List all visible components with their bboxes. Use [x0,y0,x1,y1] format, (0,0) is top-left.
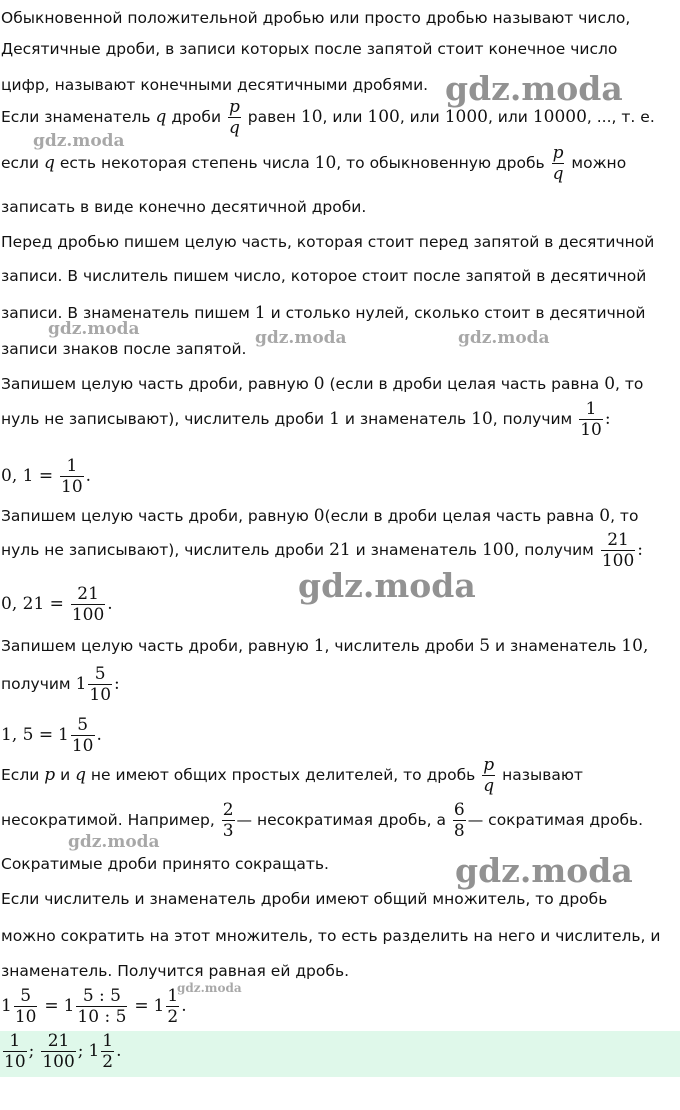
text: есть некоторая степень числа [59,154,310,172]
text: Если числитель и знаменатель дроби имеют общий множитель, то дробь [1,890,608,908]
paragraph-line [1,530,643,571]
math-number: 10 [300,107,323,127]
fraction-1-10: $\frac{1}{10}$ [4,1031,26,1072]
paragraph-line [1,962,349,980]
math-number: 1 [88,1041,100,1061]
paragraph-line [1,855,329,873]
watermark-text: gdz.moda [298,566,476,605]
fraction-5-10: $\frac{5}{10}$ [89,664,112,705]
text: Запишем целую часть дроби, равную [1,637,309,655]
text: Запишем целую часть дроби, равную [1,375,309,393]
text: — сократимая дробь. [467,811,644,829]
fraction-5-10: $\frac{5}{10}$ [71,715,94,756]
math-expr: 0, 1 = [1,466,54,486]
math-number: 1 [58,725,69,745]
math-number: 1 [75,674,87,694]
text: если [1,154,40,172]
math-number: 100 [481,540,515,560]
text: , или [399,108,440,126]
fraction-1-10: $\frac{1}{10}$ [580,399,602,440]
paragraph-line [1,374,643,394]
fraction-1-2: $\frac{1}{2}$ [102,1031,114,1072]
math-number: 1 [1,996,12,1016]
math-number: 0 [313,374,325,394]
text: не имеют общих простых делителей, то дробь [90,766,476,784]
math-var: q [75,765,86,785]
math-punct: = [44,996,59,1016]
fraction-1-10: $\frac{1}{10}$ [61,456,83,497]
text: , ..., т. е. [586,108,655,126]
watermark-text: gdz.moda [177,981,242,995]
math-punct: . [96,725,102,745]
text: Если знаменатель [1,108,151,126]
math-var: p [44,765,56,785]
paragraph-line [1,506,638,526]
math-number: 5 [479,636,491,656]
fraction-division: $\frac{5 : 5}{10 : 5}$ [77,986,127,1027]
math-expr: 0, 21 = [1,594,64,614]
math-punct: ; [77,1041,84,1061]
paragraph-line [1,399,611,440]
math-punct: . [85,466,92,486]
fraction-p-q: $\frac{p}{q}$ [483,755,495,796]
answer-box [0,1031,680,1077]
paragraph-line [1,927,660,945]
watermark-text: gdz.moda [458,328,550,348]
text: , числитель дроби [324,637,475,655]
text: Перед дробью пишем целую часть, которая стоит перед запятой в десятичной [1,233,655,251]
math-number: 1 [63,996,75,1016]
text: нуль не записывают), числитель дроби [1,541,325,559]
math-punct: : [604,409,611,429]
answer-line [1,1031,122,1072]
text: , то обыкновенную дробь [336,154,545,172]
text: дроби [171,108,222,126]
text: несократимой. Например, [1,811,215,829]
text: — несократимая дробь, а [236,811,446,829]
fraction-21-100: $\frac{21}{100}$ [601,530,635,571]
fraction-5-10: $\frac{5}{10}$ [14,986,37,1027]
math-number: 1000 [444,107,488,127]
text: (если в дроби целая часть равна [329,375,600,393]
math-number: 1 [254,303,266,323]
math-punct: : [637,540,643,560]
math-var: q [43,153,55,173]
equation [1,584,113,625]
math-number: 10000 [532,107,587,127]
math-punct: . [181,996,187,1016]
text: и [60,766,71,784]
fraction-21-100: $\frac{21}{100}$ [71,584,105,625]
text: можно [571,154,627,172]
watermark-text: gdz.moda [68,832,160,852]
math-number: 100 [367,107,400,127]
fraction-p-q: $\frac{p}{q}$ [552,143,564,184]
math-expr: 1, 5 = [1,725,54,745]
text: равен [247,108,296,126]
text: и столько нулей, сколько стоит в десятичной [270,304,646,322]
text: , или [322,108,363,126]
math-punct: : [114,674,120,694]
math-number: 0 [604,374,616,394]
paragraph-line [1,76,428,94]
watermark-text: gdz.moda [255,328,347,348]
math-number: 0 [599,506,611,526]
text: Обыкновенной положительной дробью или просто дробью называют число, [1,9,631,27]
watermark-text: gdz.moda [455,851,633,890]
text: , получим [514,541,594,559]
fraction-2-3: $\frac{2}{3}$ [222,800,234,841]
math-punct: = [134,996,149,1016]
paragraph-line [1,755,583,796]
text: знаменатель. Получится равная ей дробь. [1,962,350,980]
text: (если в дроби целая часть равна [324,507,595,525]
text: и знаменатель [344,410,467,428]
math-number: 0 [313,506,325,526]
paragraph-line [1,664,120,705]
math-punct: . [107,594,113,614]
text: цифр, называют конечными десятичными дробями. [1,76,429,94]
paragraph-line [1,267,646,285]
paragraph-line [1,198,366,216]
math-number: 1 [153,996,165,1016]
equation [1,986,187,1027]
math-punct: , [642,636,649,656]
text: можно сократить на этот множитель, то есть разделить на него и числитель, и [1,927,661,945]
watermark-text: gdz.moda [445,69,623,108]
text: и знаменатель [355,541,477,559]
fraction-6-8: $\frac{6}{8}$ [453,800,465,841]
math-number: 1 [329,409,340,429]
text: , то [615,375,644,393]
equation [1,715,102,756]
paragraph-line [1,233,654,251]
paragraph-line [1,636,648,656]
math-number: 10 [621,636,643,656]
math-number: 21 [329,540,351,560]
fraction-1-2: $\frac{1}{2}$ [167,986,179,1027]
math-punct: . [116,1041,122,1061]
text: , или [487,108,528,126]
equation [1,456,91,497]
watermark-text: gdz.moda [48,319,140,339]
paragraph-line [1,340,246,358]
text: записи. В знаменатель пишем [1,304,250,322]
text: Запишем целую часть дроби, равную [1,507,309,525]
paragraph-line [1,40,617,58]
text: , получим [492,410,573,428]
fraction-21-100: $\frac{21}{100}$ [42,1031,75,1072]
text: записать в виде конечно десятичной дроби. [1,198,367,216]
text: записи. В числитель пишем число, которое стоит после запятой в десятичной [1,267,647,285]
fraction-p-q: $\frac{p}{q}$ [228,97,240,138]
text: Сократимые дроби принято сокращать. [1,855,329,873]
text: получим [1,675,71,693]
math-number: 1 [313,636,325,656]
math-punct: ; [28,1041,35,1061]
text: Если [1,766,40,784]
text: нуль не записывают), числитель дроби [1,410,325,428]
watermark-text: gdz.moda [33,131,125,151]
paragraph-line [1,9,630,27]
math-number: 10 [471,409,493,429]
text: , то [610,507,639,525]
text: называют [502,766,583,784]
math-var: q [155,107,167,127]
paragraph-line [1,890,607,908]
text: и знаменатель [495,637,617,655]
math-number: 10 [314,153,337,173]
text: записи знаков после запятой. [1,340,247,358]
text: Десятичные дроби, в записи которых после запятой стоит конечное число [1,40,618,58]
